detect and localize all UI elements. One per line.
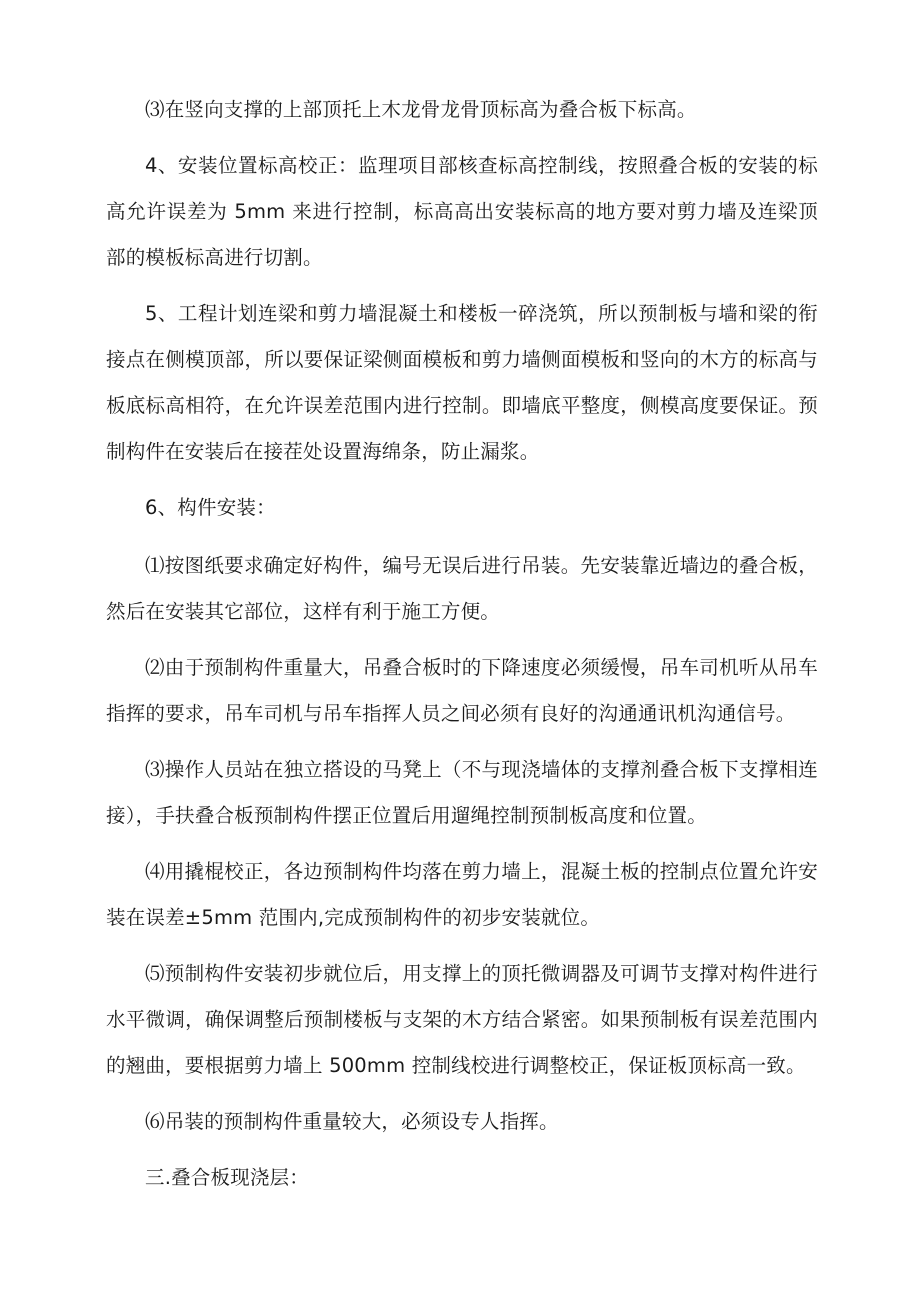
paragraph-support-top-elevation: ⑶在竖向支撑的上部顶托上木龙骨龙骨顶标高为叠合板下标高。 <box>145 98 697 121</box>
paragraph-install-step-2: ⑵由于预制构件重量大，吊叠合板时的下降速度必须缓慢，吊车司机听从吊车指挥的要求，吊车司机与吊车指挥人员之间必须有良好的沟通通讯机沟通信号。 <box>106 656 818 725</box>
paragraph-install-step-1: ⑴按图纸要求确定好构件，编号无误后进行吊装。先安装靠近墙边的叠合板，然后在安装其它部位，这样有利于施工方便。 <box>106 554 818 623</box>
paragraph-install-step-5: ⑸预制构件安装初步就位后，用支撑上的顶托微调器及可调节支撑对构件进行水平微调，确保调整后预制楼板与支架的木方结合紧密。如果预制板有误差范围内的翘曲，要根据剪力墙上 500mm 控制线校进行调整校正，保证板顶标高一致。 <box>106 962 818 1077</box>
document-body <box>106 87 818 1213</box>
paragraph-install-step-4: ⑷用撬棍校正，各边预制构件均落在剪力墙上，混凝土板的控制点位置允许安装在误差±5mm 范围内,完成预制构件的初步安装就位。 <box>106 860 818 929</box>
paragraph-pouring-plan: 5、工程计划连梁和剪力墙混凝土和楼板一碎浇筑，所以预制板与墙和梁的衔接点在侧模顶部，所以要保证梁侧面模板和剪力墙侧面模板和竖向的木方的标高与板底标高相符，在允许误差范围内进行控制。即墙底平整度，侧模高度要保证。预制构件在安装后在接茬处设置海绵条，防止漏浆。 <box>106 302 818 463</box>
section-heading-component-installation: 6、构件安装： <box>145 496 276 519</box>
paragraph-elevation-correction: 4、安装位置标高校正：监理项目部核查标高控制线，按照叠合板的安装的标高允许误差为 5mm 来进行控制，标高高出安装标高的地方要对剪力墙及连梁顶部的模板标高进行切割。 <box>106 154 818 269</box>
paragraph-install-step-6: ⑹吊装的预制构件重量较大，必须设专人指挥。 <box>145 1110 559 1133</box>
section-heading-cast-in-place-layer: 三.叠合板现浇层： <box>145 1166 309 1189</box>
paragraph-install-step-3: ⑶操作人员站在独立搭设的马凳上（不与现浇墙体的支撑剂叠合板下支撑相连接），手扶叠合板预制构件摆正位置后用遛绳控制预制板高度和位置。 <box>106 758 818 827</box>
